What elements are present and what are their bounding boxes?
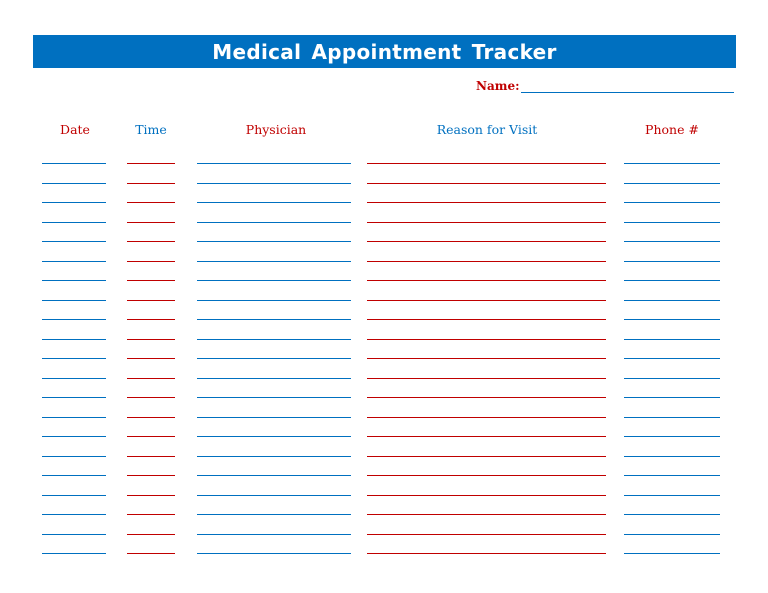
physician-entry-line[interactable] xyxy=(197,300,351,301)
phone-entry-line[interactable] xyxy=(624,261,720,262)
reason-entry-line[interactable] xyxy=(367,222,606,223)
physician-entry-line[interactable] xyxy=(197,241,351,242)
physician-entry-line[interactable] xyxy=(197,553,351,554)
reason-entry-line[interactable] xyxy=(367,163,606,164)
date-entry-line[interactable] xyxy=(42,358,106,359)
phone-entry-line[interactable] xyxy=(624,202,720,203)
physician-entry-line[interactable] xyxy=(197,319,351,320)
physician-entry-line[interactable] xyxy=(197,339,351,340)
reason-entry-line[interactable] xyxy=(367,202,606,203)
phone-entry-line[interactable] xyxy=(624,417,720,418)
date-entry-line[interactable] xyxy=(42,495,106,496)
physician-entry-line[interactable] xyxy=(197,261,351,262)
reason-entry-line[interactable] xyxy=(367,417,606,418)
physician-entry-line[interactable] xyxy=(197,436,351,437)
reason-entry-line[interactable] xyxy=(367,495,606,496)
phone-entry-line[interactable] xyxy=(624,300,720,301)
phone-entry-line[interactable] xyxy=(624,241,720,242)
reason-entry-line[interactable] xyxy=(367,378,606,379)
time-entry-line[interactable] xyxy=(127,495,175,496)
time-entry-line[interactable] xyxy=(127,183,175,184)
phone-entry-line[interactable] xyxy=(624,397,720,398)
time-entry-line[interactable] xyxy=(127,417,175,418)
physician-entry-line[interactable] xyxy=(197,280,351,281)
date-entry-line[interactable] xyxy=(42,456,106,457)
date-entry-line[interactable] xyxy=(42,261,106,262)
date-entry-line[interactable] xyxy=(42,202,106,203)
physician-entry-line[interactable] xyxy=(197,417,351,418)
time-entry-line[interactable] xyxy=(127,163,175,164)
phone-entry-line[interactable] xyxy=(624,456,720,457)
reason-entry-line[interactable] xyxy=(367,241,606,242)
reason-entry-line[interactable] xyxy=(367,358,606,359)
time-entry-line[interactable] xyxy=(127,280,175,281)
reason-entry-line[interactable] xyxy=(367,183,606,184)
physician-entry-line[interactable] xyxy=(197,495,351,496)
reason-entry-line[interactable] xyxy=(367,514,606,515)
phone-entry-line[interactable] xyxy=(624,475,720,476)
column-header-physician: Physician xyxy=(245,122,307,137)
time-entry-line[interactable] xyxy=(127,534,175,535)
time-entry-line[interactable] xyxy=(127,514,175,515)
phone-entry-line[interactable] xyxy=(624,183,720,184)
phone-entry-line[interactable] xyxy=(624,436,720,437)
time-entry-line[interactable] xyxy=(127,202,175,203)
date-entry-line[interactable] xyxy=(42,475,106,476)
phone-entry-line[interactable] xyxy=(624,163,720,164)
phone-entry-line[interactable] xyxy=(624,222,720,223)
date-entry-line[interactable] xyxy=(42,553,106,554)
time-entry-line[interactable] xyxy=(127,553,175,554)
date-entry-line[interactable] xyxy=(42,436,106,437)
date-entry-line[interactable] xyxy=(42,397,106,398)
physician-entry-line[interactable] xyxy=(197,183,351,184)
phone-entry-line[interactable] xyxy=(624,553,720,554)
date-entry-line[interactable] xyxy=(42,241,106,242)
column-header-reason: Reason for Visit xyxy=(436,122,538,137)
physician-entry-line[interactable] xyxy=(197,397,351,398)
date-entry-line[interactable] xyxy=(42,163,106,164)
column-header-time: Time xyxy=(135,122,167,137)
physician-entry-line[interactable] xyxy=(197,514,351,515)
phone-entry-line[interactable] xyxy=(624,534,720,535)
date-entry-line[interactable] xyxy=(42,300,106,301)
phone-entry-line[interactable] xyxy=(624,319,720,320)
column-header-phone: Phone # xyxy=(645,122,699,137)
date-entry-line[interactable] xyxy=(42,378,106,379)
phone-entry-line[interactable] xyxy=(624,378,720,379)
reason-entry-line[interactable] xyxy=(367,553,606,554)
date-entry-line[interactable] xyxy=(42,514,106,515)
time-entry-line[interactable] xyxy=(127,475,175,476)
date-entry-line[interactable] xyxy=(42,280,106,281)
physician-entry-line[interactable] xyxy=(197,202,351,203)
date-entry-line[interactable] xyxy=(42,534,106,535)
reason-entry-line[interactable] xyxy=(367,300,606,301)
date-entry-line[interactable] xyxy=(42,319,106,320)
date-entry-line[interactable] xyxy=(42,183,106,184)
time-entry-line[interactable] xyxy=(127,319,175,320)
physician-entry-line[interactable] xyxy=(197,163,351,164)
time-entry-line[interactable] xyxy=(127,222,175,223)
physician-entry-line[interactable] xyxy=(197,475,351,476)
time-entry-line[interactable] xyxy=(127,300,175,301)
name-field[interactable] xyxy=(521,92,734,93)
date-entry-line[interactable] xyxy=(42,417,106,418)
physician-entry-line[interactable] xyxy=(197,378,351,379)
page-title: Medical Appointment Tracker xyxy=(212,39,557,64)
physician-entry-line[interactable] xyxy=(197,534,351,535)
time-entry-line[interactable] xyxy=(127,339,175,340)
time-entry-line[interactable] xyxy=(127,358,175,359)
reason-entry-line[interactable] xyxy=(367,475,606,476)
physician-entry-line[interactable] xyxy=(197,358,351,359)
reason-entry-line[interactable] xyxy=(367,436,606,437)
phone-entry-line[interactable] xyxy=(624,339,720,340)
time-entry-line[interactable] xyxy=(127,397,175,398)
column-header-date: Date xyxy=(60,122,90,137)
physician-entry-line[interactable] xyxy=(197,222,351,223)
reason-entry-line[interactable] xyxy=(367,319,606,320)
time-entry-line[interactable] xyxy=(127,378,175,379)
title-banner xyxy=(33,35,736,68)
phone-entry-line[interactable] xyxy=(624,495,720,496)
reason-entry-line[interactable] xyxy=(367,280,606,281)
time-entry-line[interactable] xyxy=(127,456,175,457)
reason-entry-line[interactable] xyxy=(367,261,606,262)
date-entry-line[interactable] xyxy=(42,222,106,223)
date-entry-line[interactable] xyxy=(42,339,106,340)
time-entry-line[interactable] xyxy=(127,261,175,262)
reason-entry-line[interactable] xyxy=(367,456,606,457)
phone-entry-line[interactable] xyxy=(624,514,720,515)
time-entry-line[interactable] xyxy=(127,436,175,437)
reason-entry-line[interactable] xyxy=(367,339,606,340)
physician-entry-line[interactable] xyxy=(197,456,351,457)
phone-entry-line[interactable] xyxy=(624,280,720,281)
name-label: Name: xyxy=(476,79,520,93)
reason-entry-line[interactable] xyxy=(367,534,606,535)
reason-entry-line[interactable] xyxy=(367,397,606,398)
time-entry-line[interactable] xyxy=(127,241,175,242)
phone-entry-line[interactable] xyxy=(624,358,720,359)
